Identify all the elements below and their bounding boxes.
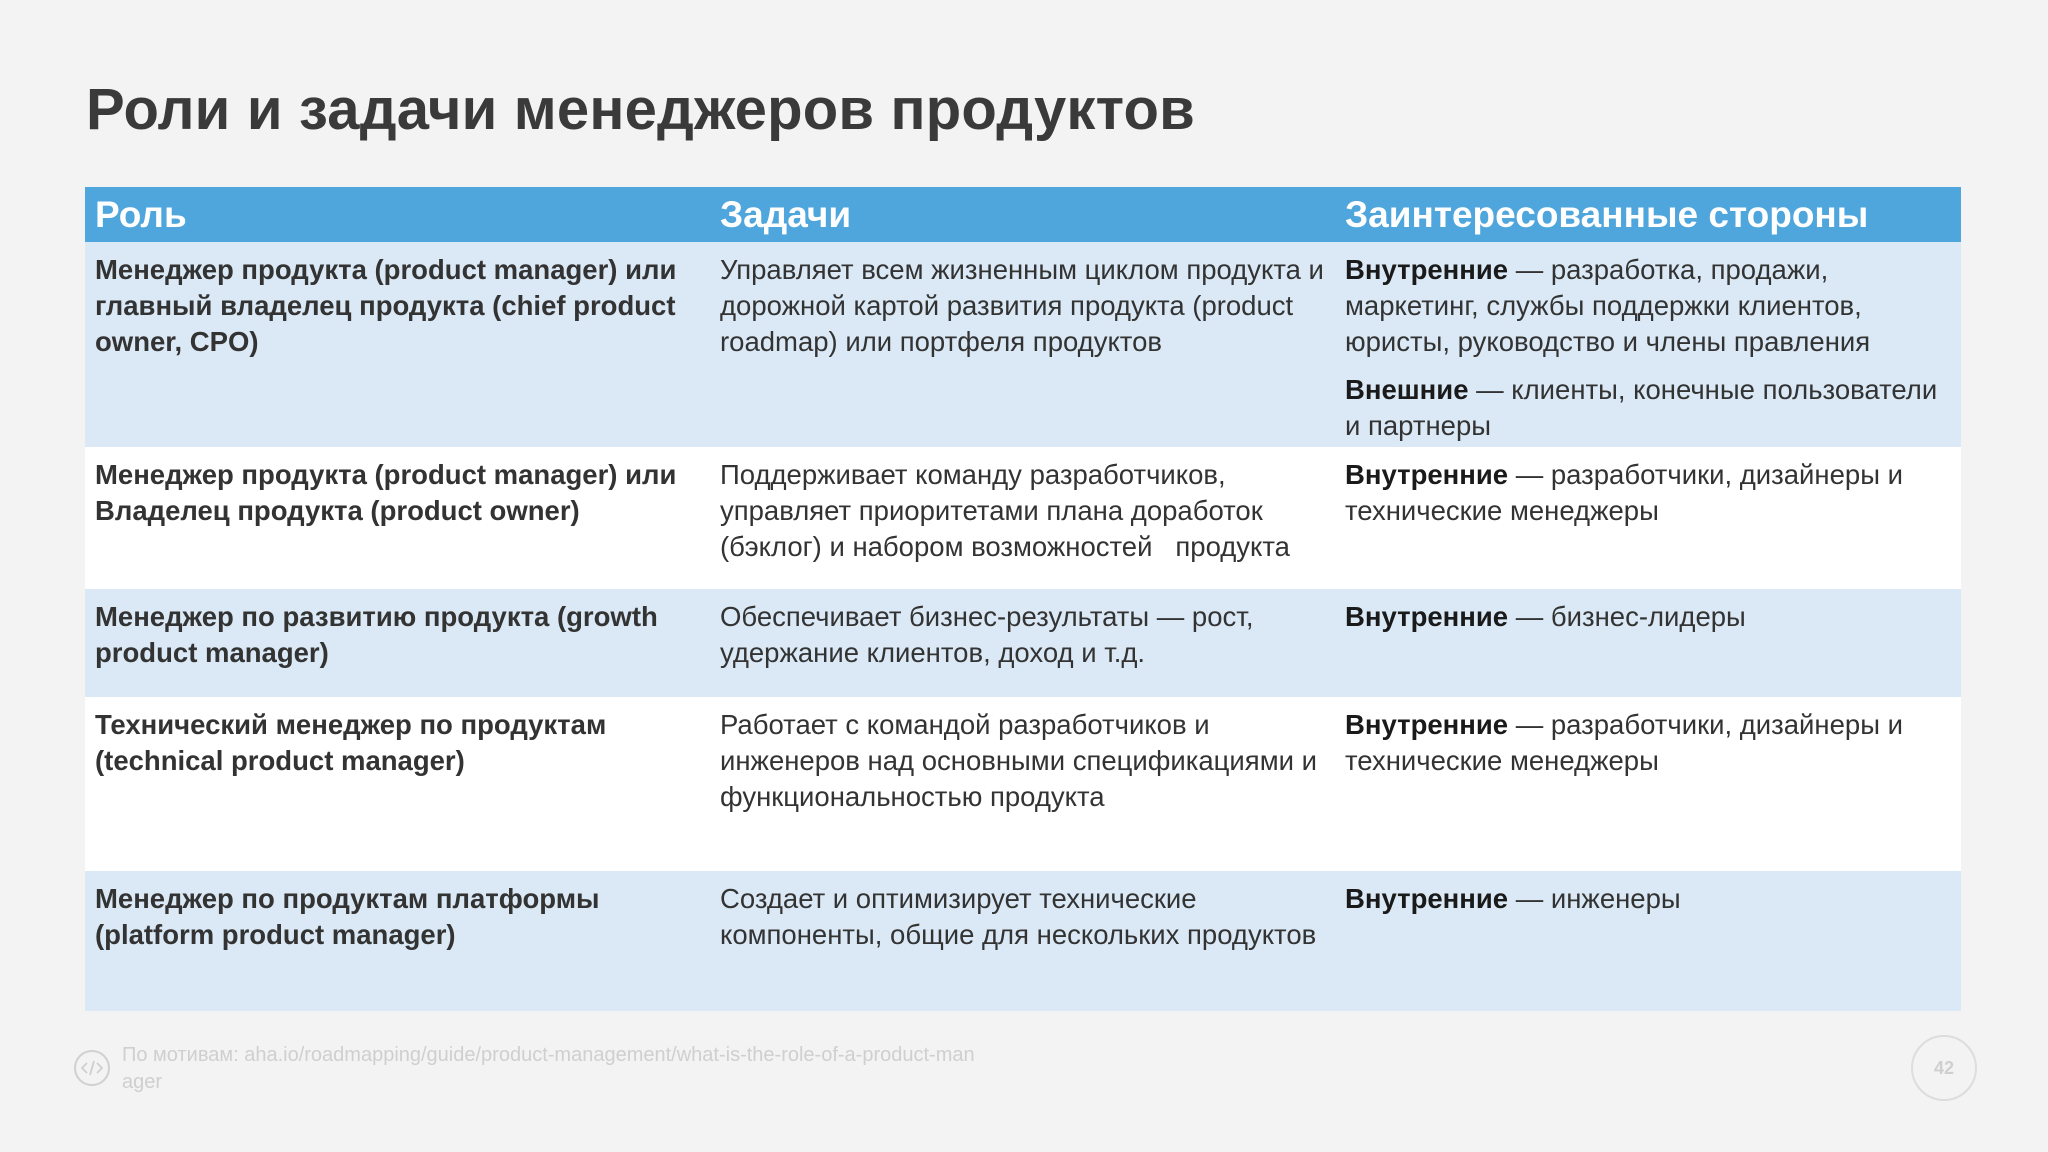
internal-text: — разработка, продажи, маркетинг, службы поддержки клиентов, юристы, руководство и члены правления [1345,254,1871,357]
source-link[interactable]: По мотивам: aha.io/roadmapping/guide/product-management/what-is-the-role-of-a-product-manager [122,1044,975,1093]
internal-text: — инженеры [1508,883,1681,914]
code-icon [74,1050,110,1086]
table-row [85,589,1961,697]
table-row [85,871,1961,1011]
stakeholders-cell [1335,242,1961,447]
stakeholders-cell [1335,697,1961,871]
role-cell: Технический менеджер по продуктам (technical product manager) [85,697,710,871]
internal-stakeholders [1345,707,1951,779]
internal-text: — разработчики, дизайнеры и технические менеджеры [1345,459,1903,526]
role-cell: Менеджер продукта (product manager) или Владелец продукта (product owner) [85,447,710,589]
tasks-cell: Создает и оптимизирует технические компоненты, общие для нескольких продуктов [710,871,1335,1011]
table-row [85,697,1961,871]
internal-stakeholders [1345,457,1951,529]
internal-stakeholders [1345,599,1951,635]
column-header-stakeholders: Заинтересованные стороны [1335,187,1961,242]
external-stakeholders [1345,372,1951,444]
column-header-role: Роль [85,187,710,242]
page-number: 42 [1911,1035,1977,1101]
internal-label: Внутренние [1345,709,1509,740]
stakeholders-cell [1335,871,1961,1011]
column-header-tasks: Задачи [710,187,1335,242]
tasks-cell: Работает с командой разработчиков и инженеров над основными спецификациями и функциональностью продукта [710,697,1335,871]
internal-label: Внутренние [1345,254,1509,285]
stakeholders-cell [1335,447,1961,589]
stakeholders-cell [1335,589,1961,697]
external-text: — клиенты, конечные пользователи и партнеры [1345,374,1938,441]
internal-text: — бизнес-лидеры [1508,601,1746,632]
code-icon-glyph [81,1060,103,1076]
role-cell: Менеджер по продуктам платформы (platform product manager) [85,871,710,1011]
slide-title: Роли и задачи менеджеров продуктов [86,77,1195,142]
internal-stakeholders [1345,881,1951,917]
internal-text: — разработчики, дизайнеры и технические менеджеры [1345,709,1903,776]
table-header-row [85,187,1961,242]
tasks-cell: Управляет всем жизненным циклом продукта и дорожной картой развития продукта (product roadmap) или портфеля продуктов [710,242,1335,447]
internal-label: Внутренние [1345,601,1509,632]
tasks-cell: Поддерживает команду разработчиков, управляет приоритетами плана доработок (бэклог) и набором возможностей продукта [710,447,1335,589]
table-row [85,242,1961,447]
table-row [85,447,1961,589]
role-cell: Менеджер продукта (product manager) или главный владелец продукта (chief product owner, CPO) [85,242,710,447]
external-label: Внешние [1345,374,1469,405]
role-cell: Менеджер по развитию продукта (growth product manager) [85,589,710,697]
tasks-cell: Обеспечивает бизнес-результаты — рост, удержание клиентов, доход и т.д. [710,589,1335,697]
internal-label: Внутренние [1345,459,1509,490]
internal-label: Внутренние [1345,883,1509,914]
roles-table [85,187,1961,1011]
internal-stakeholders [1345,252,1951,360]
